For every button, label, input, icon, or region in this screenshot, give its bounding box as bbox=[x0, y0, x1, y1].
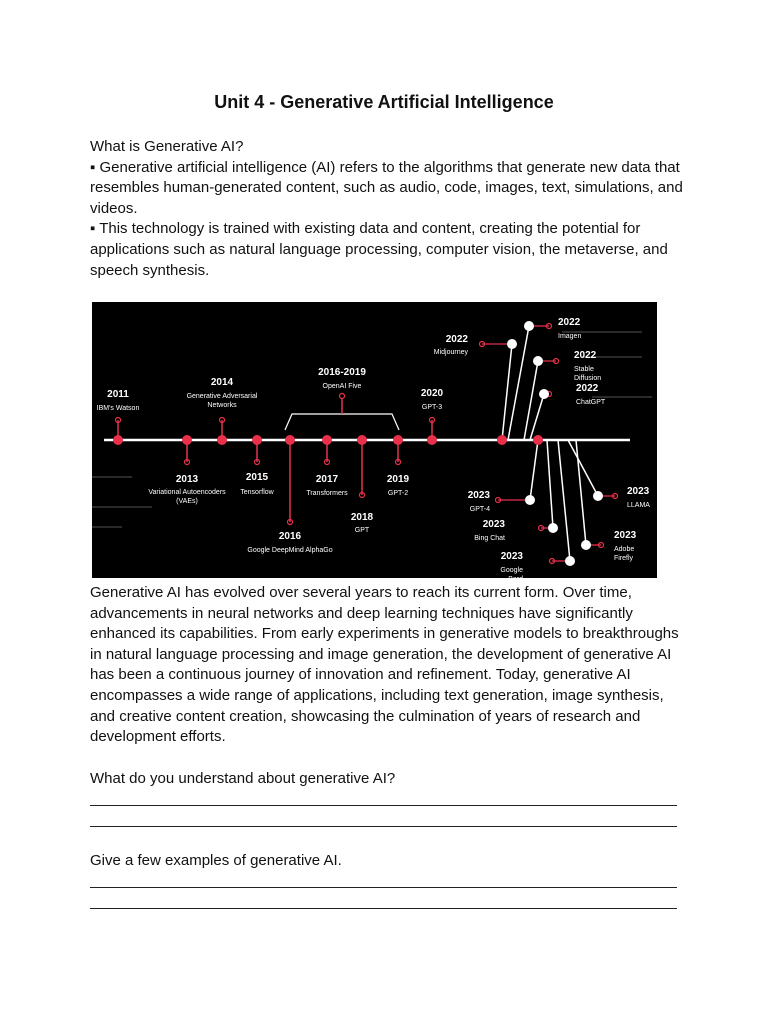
axis-dot-2023 bbox=[533, 435, 543, 445]
fan-node-16 bbox=[565, 556, 575, 566]
event-label-17: LLAMA bbox=[627, 502, 650, 509]
intro-bullet-1: ▪ Generative artificial intelligence (AI) refers to the algorithms that generate new data that resembles human-generated content, such as audio, code, images, text, simulations, and videos. bbox=[90, 158, 683, 217]
fan-node-18 bbox=[581, 540, 591, 550]
event-label-6: OpenAI Five bbox=[322, 383, 362, 390]
history-paragraph: Generative AI has evolved over several years to reach its current form. Over time, advancements in neural networks and deep learning techniques have significantly enhanced its capabilities. From early experiments in generative models to breakthroughs in natural language processing and image generation, the development of generative AI has been a continuous journey of innovation and refinement. Today, generative AI encompasses a wide range of applications, including text generation, image synthesis, and creative content creation, showcasing the culmination of years of research and development efforts. bbox=[90, 584, 679, 746]
event-label-18: Adobe Firefly bbox=[614, 546, 635, 562]
fan-node-11 bbox=[524, 321, 534, 331]
event-year-13: 2022 bbox=[576, 383, 599, 394]
fan-node-15 bbox=[548, 523, 558, 533]
event-label-10: Midjourney bbox=[433, 349, 468, 356]
fan-line-17 bbox=[568, 440, 598, 496]
event-label-13: ChatGPT bbox=[576, 399, 606, 406]
fan-line-12 bbox=[524, 361, 538, 440]
axis-dot-4 bbox=[285, 435, 295, 445]
event-year-12: 2022 bbox=[574, 350, 597, 361]
event-year-0: 2011 bbox=[107, 389, 129, 400]
intro-section bbox=[90, 137, 690, 281]
axis-dot-9 bbox=[427, 435, 437, 445]
axis-dot-7 bbox=[357, 435, 367, 445]
event-label-5: Transformers bbox=[306, 490, 348, 497]
axis-dot-3 bbox=[252, 435, 262, 445]
event-year-15: 2023 bbox=[482, 519, 505, 530]
fan-node-10 bbox=[507, 339, 517, 349]
event-year-7: 2018 bbox=[350, 512, 374, 523]
event-year-2: 2014 bbox=[210, 377, 234, 388]
event-label-1: Variational Autoencoders (VAEs) bbox=[148, 489, 226, 505]
event-year-10: 2022 bbox=[445, 334, 468, 345]
fan-node-14 bbox=[525, 495, 535, 505]
intro-bullet-2: ▪ This technology is trained with existing data and content, creating the potential for applications such as natural language processing, computer vision, the metaverse, and speech synthesis. bbox=[90, 220, 668, 279]
axis-dot-2 bbox=[217, 435, 227, 445]
axis-dot-2022 bbox=[497, 435, 507, 445]
event-year-18: 2023 bbox=[614, 530, 637, 541]
event-year-6: 2016-2019 bbox=[318, 367, 366, 378]
generative-ai-timeline-image bbox=[92, 302, 657, 583]
fan-line-13 bbox=[530, 394, 544, 440]
answer-line-2b[interactable] bbox=[90, 908, 677, 909]
fan-line-16 bbox=[558, 440, 570, 561]
event-year-4: 2016 bbox=[278, 531, 302, 542]
event-year-14: 2023 bbox=[467, 490, 490, 501]
event-year-17: 2023 bbox=[627, 486, 650, 497]
event-year-9: 2020 bbox=[420, 388, 444, 399]
axis-dot-5 bbox=[322, 435, 332, 445]
event-label-15: Bing Chat bbox=[474, 535, 505, 542]
event-year-1: 2013 bbox=[175, 474, 199, 485]
event-label-0: IBM's Watson bbox=[96, 405, 140, 412]
event-label-2: Generative Adversarial Networks bbox=[186, 393, 258, 409]
answer-line-1b[interactable] bbox=[90, 826, 677, 827]
event-label-12: Stable Diffusion bbox=[574, 366, 602, 382]
event-label-7: GPT bbox=[354, 527, 370, 534]
axis-dot-0 bbox=[113, 435, 123, 445]
event-label-3: Tensorflow bbox=[240, 489, 274, 496]
fan-node-17 bbox=[593, 491, 603, 501]
answer-line-1a[interactable] bbox=[90, 805, 677, 806]
event-label-16: Google Bard bbox=[500, 567, 523, 583]
event-year-11: 2022 bbox=[558, 317, 581, 328]
question-2: Give a few examples of generative AI. bbox=[90, 852, 342, 869]
answer-line-2a[interactable] bbox=[90, 887, 677, 888]
fan-line-14 bbox=[530, 440, 538, 500]
event-label-9: GPT-3 bbox=[421, 404, 443, 411]
event-year-5: 2017 bbox=[315, 474, 339, 485]
event-label-8: GPT-2 bbox=[387, 490, 409, 497]
timeline-graphic bbox=[92, 302, 657, 583]
intro-question: What is Generative AI? bbox=[90, 138, 244, 155]
axis-dot-1 bbox=[182, 435, 192, 445]
fan-node-12 bbox=[533, 356, 543, 366]
event-label-14: GPT-4 bbox=[469, 506, 490, 513]
event-label-4: Google DeepMind AlphaGo bbox=[247, 547, 333, 554]
event-year-16: 2023 bbox=[500, 551, 523, 562]
fan-node-13 bbox=[539, 389, 549, 399]
axis-dot-8 bbox=[393, 435, 403, 445]
openai-five-bracket bbox=[285, 414, 399, 430]
event-label-11: Imagen bbox=[558, 333, 582, 340]
event-year-8: 2019 bbox=[386, 474, 410, 485]
openai-five-tip bbox=[340, 394, 345, 399]
page-title: Unit 4 - Generative Artificial Intelligence bbox=[214, 92, 554, 112]
event-year-3: 2015 bbox=[245, 472, 269, 483]
question-1: What do you understand about generative AI? bbox=[90, 770, 396, 787]
fan-line-18 bbox=[576, 440, 586, 545]
fan-line-15 bbox=[547, 440, 553, 528]
